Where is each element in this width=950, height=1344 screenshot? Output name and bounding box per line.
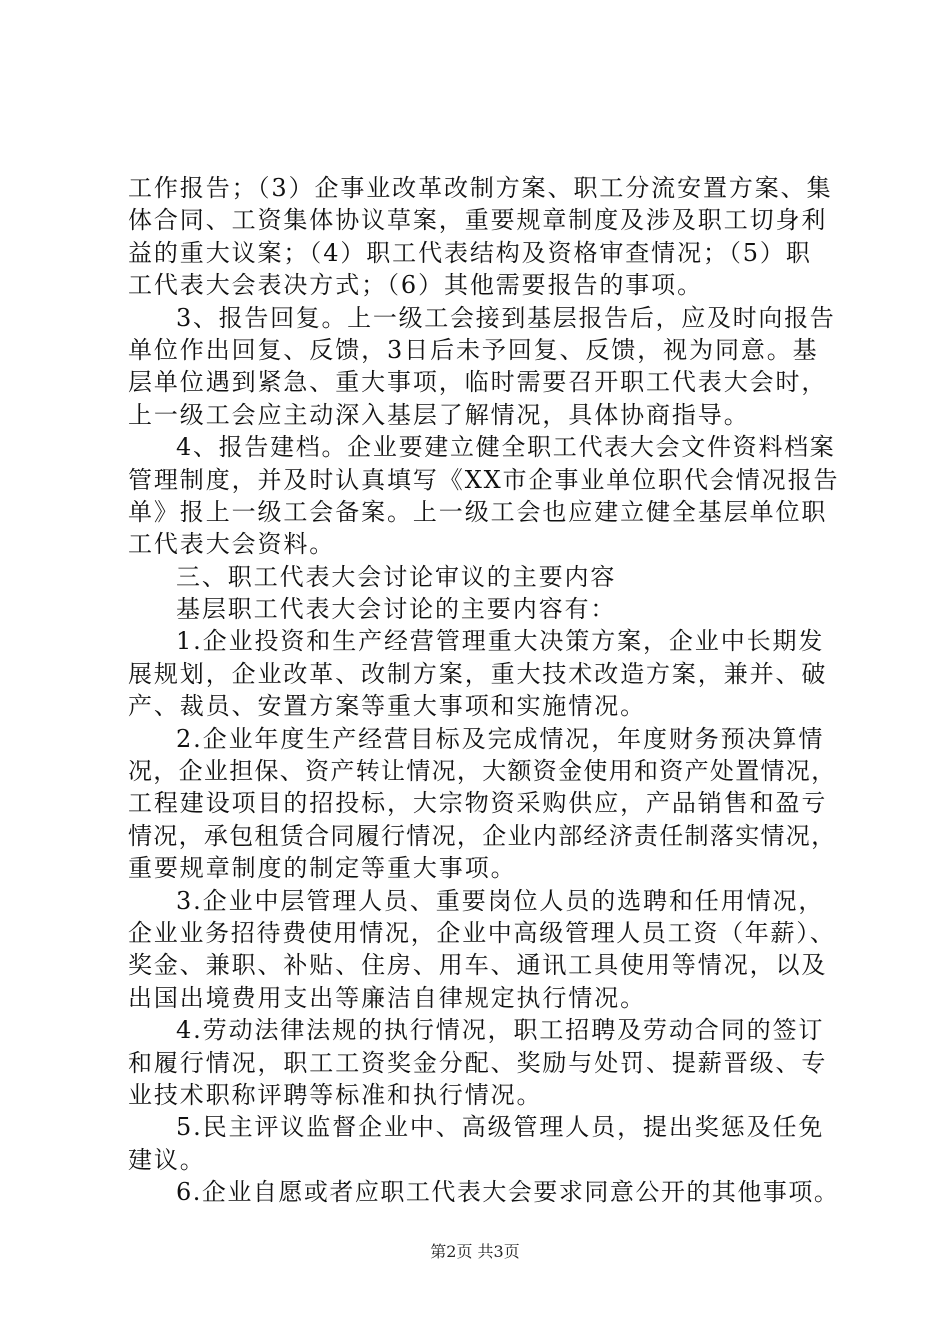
- text-line: 工代表大会资料。: [128, 530, 336, 559]
- text-line: 重要规章制度的制定等重大事项。: [128, 854, 517, 883]
- text-line: 4.劳动法律法规的执行情况，职工招聘及劳动合同的签订: [176, 1016, 825, 1045]
- text-line: 三、职工代表大会讨论审议的主要内容: [176, 562, 617, 591]
- text-line: 工代表大会表决方式；（6）其他需要报告的事项。: [128, 271, 703, 300]
- document-body: [128, 172, 840, 1209]
- text-line: 3.企业中层管理人员、重要岗位人员的选聘和任用情况，: [176, 886, 825, 915]
- text-line: 6.企业自愿或者应职工代表大会要求同意公开的其他事项。: [176, 1178, 840, 1207]
- text-line: 企业业务招待费使用情况，企业中高级管理人员工资（年薪）、: [128, 918, 836, 947]
- text-line: 单》报上一级工会备案。上一级工会也应建立健全基层单位职: [128, 497, 828, 526]
- text-line: 奖金、兼职、补贴、住房、用车、通讯工具使用等情况，以及: [128, 951, 828, 980]
- text-line: 单位作出回复、反馈，3日后未予回复、反馈，视为同意。基: [128, 335, 819, 364]
- text-line: 业技术职称评聘等标准和执行情况。: [128, 1080, 543, 1109]
- text-line: 产、裁员、安置方案等重大事项和实施情况。: [128, 692, 646, 721]
- text-line: 益的重大议案；（4）职工代表结构及资格审查情况；（5）职: [128, 238, 812, 267]
- text-line: 上一级工会应主动深入基层了解情况，具体协商指导。: [128, 400, 750, 429]
- text-line: 展规划，企业改革、改制方案，重大技术改造方案，兼并、破: [128, 659, 828, 688]
- text-line: 和履行情况，职工工资奖金分配、奖励与处罚、提薪晋级、专: [128, 1048, 828, 1077]
- text-line: 基层职工代表大会讨论的主要内容有：: [176, 595, 617, 624]
- text-line: 情况，承包租赁合同履行情况，企业内部经济责任制落实情况，: [128, 821, 837, 850]
- text-line: 3、报告回复。上一级工会接到基层报告后，应及时向报告: [176, 303, 836, 332]
- text-line: 层单位遇到紧急、重大事项，临时需要召开职工代表大会时，: [128, 368, 828, 397]
- text-line: 4、报告建档。企业要建立健全职工代表大会文件资料档案: [176, 433, 836, 462]
- text-line: 体合同、工资集体协议草案，重要规章制度及涉及职工切身利: [128, 206, 828, 235]
- text-line: 工作报告；（3）企事业改革改制方案、职工分流安置方案、集: [128, 174, 833, 202]
- page-number-footer: 第2页 共3页: [430, 1242, 520, 1261]
- text-line: 1.企业投资和生产经营管理重大决策方案，企业中长期发: [176, 627, 825, 656]
- text-line: 况，企业担保、资产转让情况，大额资金使用和资产处置情况，: [128, 757, 837, 786]
- text-line: 出国出境费用支出等廉洁自律规定执行情况。: [128, 983, 646, 1012]
- text-line: 2.企业年度生产经营目标及完成情况，年度财务预决算情: [176, 724, 825, 753]
- text-line: 5.民主评议监督企业中、高级管理人员，提出奖惩及任免: [176, 1113, 825, 1142]
- text-line: 建议。: [128, 1145, 206, 1174]
- text-line: 工程建设项目的招投标，大宗物资采购供应，产品销售和盈亏: [128, 789, 828, 818]
- text-line: 管理制度，并及时认真填写《XX市企事业单位职代会情况报告: [128, 465, 840, 494]
